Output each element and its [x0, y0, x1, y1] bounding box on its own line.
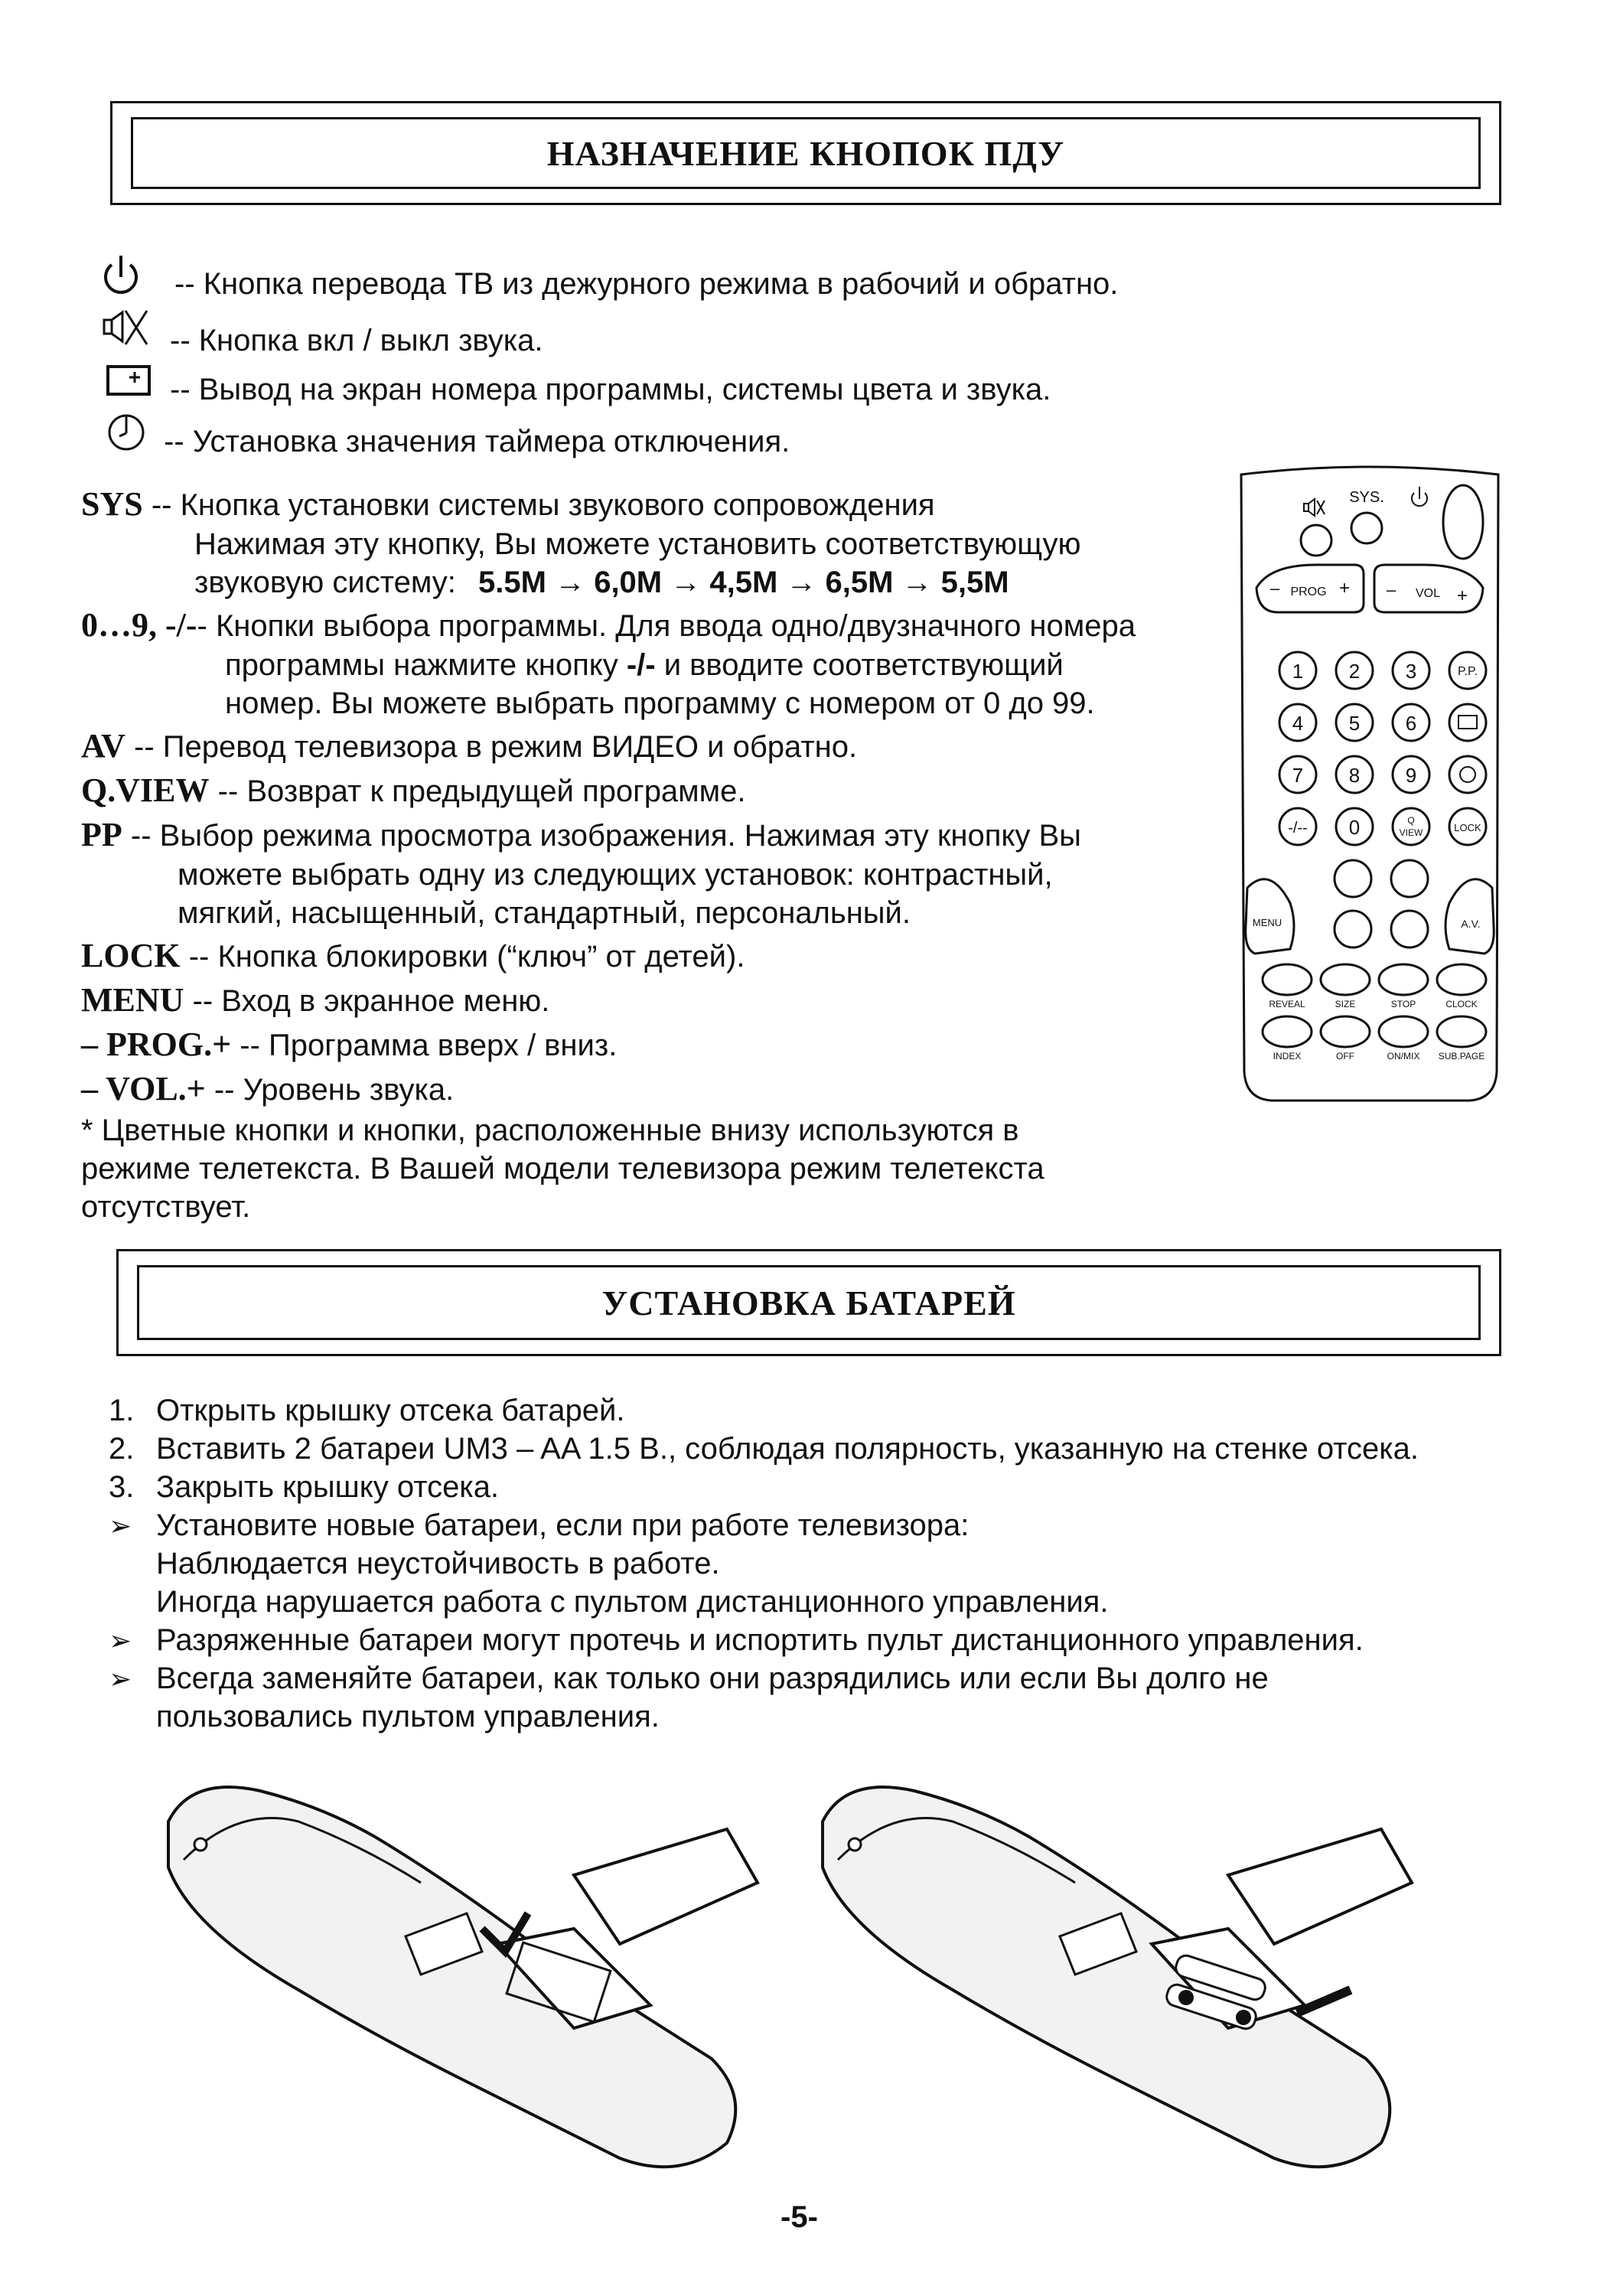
qview-label-view: VIEW: [1399, 827, 1423, 838]
lock-line: [81, 937, 745, 976]
remote-vol-label: VOL: [1415, 587, 1441, 600]
step-1-text: Открыть крышку отсека батарей.: [156, 1394, 625, 1427]
digits-text-1: - Кнопки выбора программы. Для ввода одно/двузначного номера: [197, 609, 1136, 643]
digit-label-9: 9: [1405, 764, 1417, 787]
buttons-title-inner: [131, 117, 1481, 189]
step-2-text: Вставить 2 батареи UM3 – AA 1.5 В., соблюдая полярность, указанную на стенке отсека.: [156, 1432, 1419, 1466]
display-icon: [106, 364, 152, 398]
battery-title-box: [116, 1249, 1501, 1356]
digits-text-2a: программы нажмите кнопку: [225, 648, 627, 682]
timer-icon: [106, 412, 147, 453]
av-text: -- Перевод телевизора в режим ВИДЕО и обратно.: [125, 730, 858, 764]
buttons-title-box: [110, 101, 1501, 205]
power-desc: -- Кнопка перевода ТВ из дежурного режима в рабочий и обратно.: [174, 267, 1119, 301]
pp-label: P.P.: [1457, 665, 1478, 678]
vol-line: [81, 1070, 454, 1109]
digits-key: 0…9, -/-: [81, 606, 197, 644]
sys-text-1: -- Кнопка установки системы звукового сопровождения: [151, 488, 935, 522]
step-3-number: 3.: [109, 1470, 135, 1504]
prog-plus: +: [1339, 578, 1351, 598]
prog-text: -- Программа вверх / вниз.: [231, 1029, 618, 1062]
sys-text-3: звуковую систему:: [194, 566, 456, 599]
menu-line: [81, 981, 549, 1020]
lock-key: LOCK: [81, 937, 181, 974]
prog-key: – PROG.+: [81, 1026, 232, 1063]
battery-tip-3-line-2: пользовались пультом управления.: [156, 1700, 660, 1733]
vol-text: -- Уровень звука.: [205, 1073, 455, 1107]
tip-2-text: Разряженные батареи могут протечь и испортить пульт дистанционного управления.: [156, 1623, 1364, 1657]
buttons-section-title: НАЗНАЧЕНИЕ КНОПОК ПДУ: [546, 133, 1065, 173]
off-label: OFF: [1336, 1051, 1354, 1062]
display-desc: -- Вывод на экран номера программы, системы цвета и звука.: [170, 373, 1051, 406]
timer-desc: -- Установка значения таймера отключения.: [164, 425, 790, 458]
digit-label-1: 1: [1292, 660, 1304, 683]
prog-minus: –: [1270, 579, 1280, 598]
pp-key: PP: [81, 816, 122, 853]
av-line: [81, 727, 857, 766]
sys-values: 5.5M → 6,0M → 4,5M → 6,5M → 5,5M: [478, 566, 1009, 599]
power-icon: [99, 253, 142, 298]
note-line-3: отсутствует.: [81, 1190, 251, 1224]
digits-text-2b: -/-: [626, 648, 656, 682]
lock-label: LOCK: [1454, 822, 1481, 833]
battery-tip-1-sub-2: Иногда нарушается работа с пультом дистанционного управления.: [156, 1585, 1109, 1619]
tip-2-arrow-icon: ➢: [109, 1625, 132, 1656]
mute-icon: [99, 306, 153, 349]
remote-sys-label: SYS.: [1349, 489, 1384, 506]
dash-label: -/--: [1288, 820, 1308, 837]
mute-desc: -- Кнопка вкл / выкл звука.: [170, 324, 543, 357]
digit-label-5: 5: [1348, 712, 1361, 735]
tip-1-arrow-icon: ➢: [109, 1510, 132, 1541]
prog-line: [81, 1026, 617, 1065]
page-number: -5-: [781, 2200, 818, 2234]
pp-text-1: -- Выбор режима просмотра изображения. Нажимая эту кнопку Вы: [122, 819, 1081, 853]
tip-3-text: Всегда заменяйте батареи, как только они разрядились или если Вы долго не: [156, 1662, 1269, 1695]
av-key: AV: [81, 727, 125, 765]
battery-tip-3: [109, 1659, 1269, 1698]
step-2-number: 2.: [109, 1432, 135, 1466]
av-label: A.V.: [1461, 918, 1481, 930]
tip-3-arrow-icon: ➢: [109, 1663, 132, 1694]
tip-1-text: Установите новые батареи, если при работе телевизора:: [156, 1508, 970, 1542]
battery-tip-1: [109, 1506, 969, 1545]
battery-step-2: [109, 1430, 1419, 1468]
digit-label-6: 6: [1405, 712, 1417, 735]
remote-prog-label: PROG: [1290, 585, 1327, 598]
digit-label-8: 8: [1348, 764, 1361, 787]
vol-minus: –: [1387, 580, 1396, 599]
remote-control-illustration: [1224, 459, 1515, 1117]
sys-line-3: [194, 563, 1009, 602]
digit-label-7: 7: [1292, 764, 1304, 787]
size-label: SIZE: [1335, 999, 1356, 1009]
qview-text: -- Возврат к предыдущей программе.: [209, 775, 746, 808]
battery-title-inner: [137, 1265, 1481, 1340]
vol-plus: +: [1457, 585, 1468, 606]
clock-label: CLOCK: [1445, 999, 1478, 1009]
vol-key: – VOL.+: [81, 1070, 206, 1107]
step-3-text: Закрыть крышку отсека.: [156, 1470, 500, 1504]
battery-tip-1-sub-1: Наблюдается неустойчивость в работе.: [156, 1547, 720, 1580]
pp-line-1: [81, 816, 1081, 855]
menu-text: -- Вход в экранное меню.: [184, 984, 550, 1018]
digit-label-0: 0: [1348, 816, 1361, 839]
digits-line-2: [225, 646, 1064, 684]
battery-inserted-illustration: [800, 1760, 1427, 2189]
qview-label-q: Q: [1407, 815, 1415, 826]
digits-line-1: [81, 606, 1136, 645]
sys-key: SYS: [81, 485, 143, 523]
digit-label-3: 3: [1405, 660, 1417, 683]
sys-line-2: Нажимая эту кнопку, Вы можете установить соответствующую: [194, 527, 1081, 561]
onmix-label: ON/MIX: [1387, 1051, 1420, 1062]
subpage-label: SUB.PAGE: [1438, 1051, 1485, 1062]
qview-key: Q.VIEW: [81, 771, 210, 809]
note-line-1: * Цветные кнопки и кнопки, расположенные внизу используются в: [81, 1114, 1019, 1147]
pp-line-3: мягкий, насыщенный, стандартный, персональный.: [178, 896, 911, 930]
sys-line-1: [81, 485, 935, 524]
menu-key: MENU: [81, 981, 184, 1019]
battery-section-title: УСТАНОВКА БАТАРЕЙ: [601, 1283, 1016, 1322]
battery-step-1: [109, 1391, 625, 1430]
digits-line-3: номер. Вы можете выбрать программу с номером от 0 до 99.: [225, 687, 1095, 720]
note-line-2: режиме телетекста. В Вашей модели телевизора режим телетекста: [81, 1152, 1045, 1186]
pp-line-2: можете выбрать одну из следующих установок: контрастный,: [178, 858, 1053, 892]
battery-compartment-open-illustration: [145, 1760, 773, 2189]
step-1-number: 1.: [109, 1394, 135, 1427]
lock-text: -- Кнопка блокировки (“ключ” от детей).: [180, 940, 745, 974]
battery-step-3: [109, 1468, 499, 1506]
reveal-label: REVEAL: [1269, 999, 1305, 1009]
digit-label-4: 4: [1292, 712, 1304, 735]
qview-line: [81, 771, 746, 810]
digits-text-2c: и вводите соответствующий: [655, 648, 1064, 682]
menu-label: MENU: [1252, 917, 1282, 928]
digit-label-2: 2: [1348, 660, 1361, 683]
battery-tip-2: [109, 1621, 1364, 1660]
index-label: INDEX: [1273, 1051, 1302, 1062]
stop-label: STOP: [1390, 999, 1416, 1009]
